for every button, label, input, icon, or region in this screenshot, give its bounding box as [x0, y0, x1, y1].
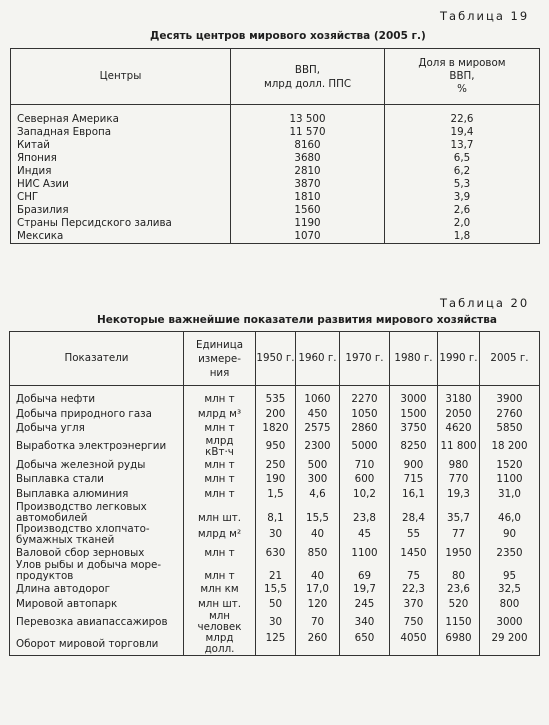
table20-unit-cell: млн т	[184, 487, 256, 502]
table20-value-cell: 1100	[340, 546, 390, 561]
table20-value-cell: 300	[296, 472, 340, 487]
table20-row	[10, 502, 540, 524]
table19-share-cell: 2,0	[385, 217, 540, 230]
table20-value-cell: 750	[390, 611, 438, 633]
table20-header-unit: Единица измере- ния	[184, 332, 256, 386]
table20-value-cell: 2050	[438, 407, 480, 422]
table20-value-cell: 450	[296, 407, 340, 422]
table20-value-cell: 250	[256, 458, 296, 473]
table20-value-cell: 370	[390, 597, 438, 612]
table19-row	[11, 204, 540, 217]
table20-value-cell: 1150	[438, 611, 480, 633]
table20-value-cell: 23,8	[340, 502, 390, 524]
table20-value-cell: 500	[296, 458, 340, 473]
table20-value-cell: 16,1	[390, 487, 438, 502]
table19	[10, 48, 540, 244]
table20-value-cell: 32,5	[480, 582, 540, 597]
table20-value-cell: 90	[480, 524, 540, 546]
table20-unit-cell: млн т	[184, 392, 256, 407]
table19-header-share: Доля в мировом ВВП, %	[385, 49, 540, 105]
table20-indicator-cell: Производство легковых автомобилей	[10, 502, 184, 524]
table20-unit-cell: млрд долл.	[184, 633, 256, 656]
table19-share-cell: 3,9	[385, 191, 540, 204]
table19-row	[11, 139, 540, 152]
table20-value-cell: 18 200	[480, 436, 540, 458]
table20-row	[10, 472, 540, 487]
table20-value-cell: 80	[438, 560, 480, 582]
table20-value-cell: 21	[256, 560, 296, 582]
table20-value-cell: 5850	[480, 421, 540, 436]
table20-caption: Таблица 20	[440, 296, 530, 310]
table20-row	[10, 436, 540, 458]
table20-value-cell: 630	[256, 546, 296, 561]
table20-value-cell: 3000	[390, 392, 438, 407]
table19-center-cell: Япония	[11, 152, 231, 165]
table20-row	[10, 546, 540, 561]
table19-share-cell: 5,3	[385, 178, 540, 191]
table20-value-cell: 28,4	[390, 502, 438, 524]
table20-value-cell: 715	[390, 472, 438, 487]
table20-value-cell: 30	[256, 524, 296, 546]
table20-unit-cell: млрд м²	[184, 524, 256, 546]
table19-row	[11, 191, 540, 204]
table20-unit-cell: млн т	[184, 546, 256, 561]
table20-value-cell: 1450	[390, 546, 438, 561]
table20-value-cell: 10,2	[340, 487, 390, 502]
table20-value-cell: 3750	[390, 421, 438, 436]
table20-value-cell: 2300	[296, 436, 340, 458]
table20-header-1990: 1990 г.	[438, 332, 480, 386]
table20-value-cell: 190	[256, 472, 296, 487]
table20-value-cell: 800	[480, 597, 540, 612]
table20-value-cell: 6980	[438, 633, 480, 656]
table19-share-cell: 6,2	[385, 165, 540, 178]
table20-value-cell: 4,6	[296, 487, 340, 502]
table19-center-cell: СНГ	[11, 191, 231, 204]
table20-value-cell: 50	[256, 597, 296, 612]
table20-indicator-cell: Валовой сбор зерновых	[10, 546, 184, 561]
table20-value-cell: 95	[480, 560, 540, 582]
table20-value-cell: 770	[438, 472, 480, 487]
table20-row	[10, 582, 540, 597]
table19-row	[11, 113, 540, 126]
table19-share-cell: 19,4	[385, 126, 540, 139]
table20-value-cell: 1,5	[256, 487, 296, 502]
table20-row	[10, 524, 540, 546]
table19-center-cell: Индия	[11, 165, 231, 178]
table20-value-cell: 200	[256, 407, 296, 422]
table19-gdp-cell: 2810	[231, 165, 385, 178]
table19-gdp-cell: 11 570	[231, 126, 385, 139]
table20-value-cell: 31,0	[480, 487, 540, 502]
table20-indicator-cell: Выплавка стали	[10, 472, 184, 487]
table20-value-cell: 1820	[256, 421, 296, 436]
table20-value-cell: 2270	[340, 392, 390, 407]
table20-value-cell: 22,3	[390, 582, 438, 597]
table20-unit-cell: млн км	[184, 582, 256, 597]
table20-row	[10, 407, 540, 422]
table20-value-cell: 77	[438, 524, 480, 546]
table19-share-cell: 1,8	[385, 230, 540, 244]
table20-value-cell: 1950	[438, 546, 480, 561]
table19-center-cell: Западная Европа	[11, 126, 231, 139]
table20-indicator-cell: Длина автодорог	[10, 582, 184, 597]
table20-value-cell: 1500	[390, 407, 438, 422]
table20-value-cell: 1060	[296, 392, 340, 407]
table19-center-cell: Бразилия	[11, 204, 231, 217]
table20-value-cell: 535	[256, 392, 296, 407]
table20-header-1980: 1980 г.	[390, 332, 438, 386]
table20-indicator-cell: Производство хлопчато- бумажных тканей	[10, 524, 184, 546]
table19-gdp-cell: 1190	[231, 217, 385, 230]
table19-center-cell: Северная Америка	[11, 113, 231, 126]
table20	[9, 331, 540, 656]
table20-value-cell: 11 800	[438, 436, 480, 458]
table19-center-cell: НИС Азии	[11, 178, 231, 191]
table20-value-cell: 5000	[340, 436, 390, 458]
table19-gdp-cell: 1560	[231, 204, 385, 217]
table20-value-cell: 30	[256, 611, 296, 633]
table20-value-cell: 2575	[296, 421, 340, 436]
table20-value-cell: 19,7	[340, 582, 390, 597]
table20-value-cell: 69	[340, 560, 390, 582]
table20-row	[10, 611, 540, 633]
table20-value-cell: 600	[340, 472, 390, 487]
table20-value-cell: 19,3	[438, 487, 480, 502]
table20-value-cell: 2860	[340, 421, 390, 436]
table20-value-cell: 125	[256, 633, 296, 656]
table20-unit-cell: млн т	[184, 560, 256, 582]
table20-value-cell: 120	[296, 597, 340, 612]
table20-indicator-cell: Добыча нефти	[10, 392, 184, 407]
table20-value-cell: 3180	[438, 392, 480, 407]
table20-value-cell: 245	[340, 597, 390, 612]
table20-indicator-cell: Улов рыбы и добыча море- продуктов	[10, 560, 184, 582]
table20-value-cell: 710	[340, 458, 390, 473]
table20-value-cell: 15,5	[296, 502, 340, 524]
table19-gdp-cell: 3680	[231, 152, 385, 165]
table20-indicator-cell: Мировой автопарк	[10, 597, 184, 612]
table20-header-2005: 2005 г.	[480, 332, 540, 386]
table20-header-1970: 1970 г.	[340, 332, 390, 386]
table20-value-cell: 1100	[480, 472, 540, 487]
table20-value-cell: 40	[296, 560, 340, 582]
table20-value-cell: 3900	[480, 392, 540, 407]
table20-row	[10, 560, 540, 582]
table20-value-cell: 15,5	[256, 582, 296, 597]
table20-value-cell: 35,7	[438, 502, 480, 524]
table20-unit-cell: млрд м³	[184, 407, 256, 422]
table20-row	[10, 633, 540, 656]
table19-gdp-cell: 3870	[231, 178, 385, 191]
table19-share-cell: 2,6	[385, 204, 540, 217]
table19-title: Десять центров мирового хозяйства (2005 г.)	[150, 30, 426, 42]
table20-value-cell: 70	[296, 611, 340, 633]
table20-indicator-cell: Выплавка алюминия	[10, 487, 184, 502]
table19-row	[11, 126, 540, 139]
table20-unit-cell: млрд кВт·ч	[184, 436, 256, 458]
table19-gdp-cell: 13 500	[231, 113, 385, 126]
table20-title: Некоторые важнейшие показатели развития мирового хозяйства	[97, 314, 497, 326]
table20-header-1950: 1950 г.	[256, 332, 296, 386]
table20-row	[10, 421, 540, 436]
table20-header-1960: 1960 г.	[296, 332, 340, 386]
table20-value-cell: 8,1	[256, 502, 296, 524]
table20-row	[10, 487, 540, 502]
table20-value-cell: 850	[296, 546, 340, 561]
table20-value-cell: 45	[340, 524, 390, 546]
table20-value-cell: 900	[390, 458, 438, 473]
table20-value-cell: 55	[390, 524, 438, 546]
table20-row	[10, 392, 540, 407]
table20-value-cell: 40	[296, 524, 340, 546]
table20-unit-cell: млн т	[184, 421, 256, 436]
table20-indicator-cell: Добыча железной руды	[10, 458, 184, 473]
table20-value-cell: 4050	[390, 633, 438, 656]
table20-value-cell: 29 200	[480, 633, 540, 656]
table20-row	[10, 597, 540, 612]
table20-unit-cell: млн шт.	[184, 597, 256, 612]
table20-value-cell: 1520	[480, 458, 540, 473]
table19-gdp-cell: 8160	[231, 139, 385, 152]
table20-value-cell: 1050	[340, 407, 390, 422]
table19-gdp-cell: 1810	[231, 191, 385, 204]
table20-value-cell: 2350	[480, 546, 540, 561]
table19-center-cell: Мексика	[11, 230, 231, 244]
table20-value-cell: 650	[340, 633, 390, 656]
table20-indicator-cell: Добыча природного газа	[10, 407, 184, 422]
table20-value-cell: 46,0	[480, 502, 540, 524]
table20-unit-cell: млн шт.	[184, 502, 256, 524]
table20-row	[10, 458, 540, 473]
table19-row	[11, 230, 540, 244]
table20-value-cell: 3000	[480, 611, 540, 633]
table20-value-cell: 75	[390, 560, 438, 582]
table19-row	[11, 152, 540, 165]
table20-value-cell: 4620	[438, 421, 480, 436]
table19-header-gdp: ВВП, млрд долл. ППС	[231, 49, 385, 105]
table19-share-cell: 13,7	[385, 139, 540, 152]
table20-indicator-cell: Перевозка авиапассажиров	[10, 611, 184, 633]
table19-row	[11, 165, 540, 178]
table19-share-cell: 6,5	[385, 152, 540, 165]
table20-value-cell: 980	[438, 458, 480, 473]
table20-unit-cell: млн т	[184, 472, 256, 487]
table20-unit-cell: млн т	[184, 458, 256, 473]
table19-gdp-cell: 1070	[231, 230, 385, 244]
table20-value-cell: 23,6	[438, 582, 480, 597]
table20-value-cell: 950	[256, 436, 296, 458]
table20-header-indicators: Показатели	[10, 332, 184, 386]
table19-center-cell: Страны Персидского залива	[11, 217, 231, 230]
table19-row	[11, 178, 540, 191]
table19-row	[11, 217, 540, 230]
table20-unit-cell: млн человек	[184, 611, 256, 633]
table19-share-cell: 22,6	[385, 113, 540, 126]
table19-caption: Таблица 19	[440, 9, 530, 23]
table19-center-cell: Китай	[11, 139, 231, 152]
table20-value-cell: 2760	[480, 407, 540, 422]
table20-indicator-cell: Оборот мировой торговли	[10, 633, 184, 656]
table20-value-cell: 340	[340, 611, 390, 633]
table20-value-cell: 17,0	[296, 582, 340, 597]
table19-header-centers: Центры	[11, 49, 231, 105]
table20-indicator-cell: Выработка электроэнергии	[10, 436, 184, 458]
table20-value-cell: 520	[438, 597, 480, 612]
table20-value-cell: 260	[296, 633, 340, 656]
table20-value-cell: 8250	[390, 436, 438, 458]
table20-indicator-cell: Добыча угля	[10, 421, 184, 436]
